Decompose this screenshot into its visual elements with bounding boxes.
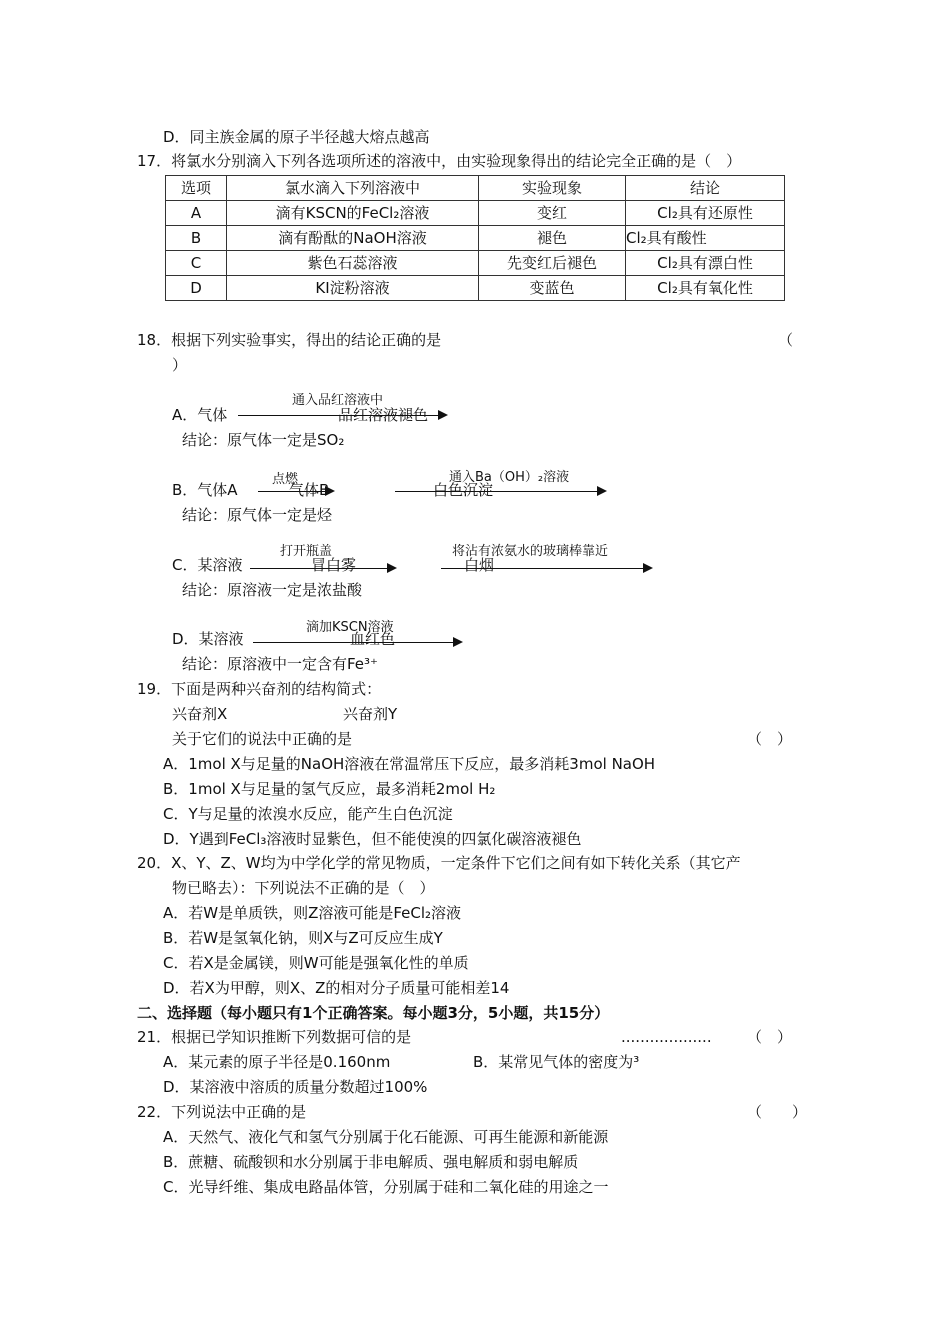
table-row [166,201,785,226]
table-cell: A [166,201,227,226]
q19-option-d: D．Y遇到FeCl₃溶液时显紫色，但不能使溴的四氯化碳溶液褪色 [163,830,582,848]
q19-option-a: A．1mol X与足量的NaOH溶液在常温常压下反应，最多消耗3mol NaOH [163,755,656,773]
table-header-cell: 实验现象 [479,176,626,201]
section-heading: 二、选择题（每小题只有1个正确答案。每小题3分，5小题，共15分） [137,1004,610,1022]
q22-option-b: B．蔗糖、硫酸钡和水分别属于非电解质、强电解质和弱电解质 [163,1153,579,1171]
q21-option-a: A．某元素的原子半径是0.160nm [163,1053,391,1071]
table-header-row [166,176,785,201]
table-row [166,226,785,251]
q18-a-right: 品红溶液褪色 [338,406,429,424]
q20-option-a: A．若W是单质铁，则Z溶液可能是FeCl₂溶液 [163,904,462,922]
q22-paren: （ ） [747,1103,808,1121]
q17-table [165,175,785,301]
q20-option-c: C．若X是金属镁，则W可能是强氧化性的单质 [163,954,469,972]
q18-c-mid: 冒白雾 [311,556,357,574]
q18-stem: 18．根据下列实验事实，得出的结论正确的是 [137,331,442,349]
table-row [166,251,785,276]
q19-ask: 关于它们的说法中正确的是 [172,730,353,748]
q19-option-b: B．1mol X与足量的氢气反应，最多消耗2mol H₂ [163,780,496,798]
q20-stem-line2: 物已略去）：下列说法不正确的是（ ） [172,879,435,897]
table-cell: 变蓝色 [479,276,626,301]
table-cell: KI淀粉溶液 [227,276,479,301]
table-cell: Cl₂具有氧化性 [626,276,785,301]
q21-dots: ................... [621,1028,712,1046]
q21-option-d: D．某溶液中溶质的质量分数超过100% [163,1078,428,1096]
q18-b-arrow2-label: 通入Ba（OH）₂溶液 [449,470,570,485]
reaction-arrow [395,491,605,492]
q20-option-d: D．若X为甲醇，则X、Z的相对分子质量可能相差14 [163,979,510,997]
q22-stem: 22．下列说法中正确的是 [137,1103,307,1121]
table-cell: 变红 [479,201,626,226]
table-cell: 紫色石蕊溶液 [227,251,479,276]
q18-b-mid: 气体B [289,481,330,499]
q21-stem: 21．根据已学知识推断下列数据可信的是 [137,1028,412,1046]
table-cell: 先变红后褪色 [479,251,626,276]
q18-d-conclusion: 结论：原溶液中一定含有Fe³⁺ [182,655,378,673]
q19-x-label: 兴奋剂X [172,705,228,723]
q18-c-conclusion: 结论：原溶液一定是浓盐酸 [182,581,363,599]
q18-d-right: 血红色 [350,630,396,648]
q18-c-arrow2-label: 将沾有浓氨水的玻璃棒靠近 [452,544,609,559]
q19-option-c: C．Y与足量的浓溴水反应，能产生白色沉淀 [163,805,453,823]
q16-option-d: D．同主族金属的原子半径越大熔点越高 [163,128,430,146]
q18-a-left: A．气体 [172,406,228,424]
q19-y-label: 兴奋剂Y [343,705,398,723]
table-cell: D [166,276,227,301]
table-cell: Cl₂具有还原性 [626,201,785,226]
q20-stem-line1: 20．X、Y、Z、W均为中学化学的常见物质，一定条件下它们之间有如下转化关系（其它产 [137,854,741,872]
q21-option-b: B．某常见气体的密度为³ [473,1053,640,1071]
table-header-cell: 氯水滴入下列溶液中 [227,176,479,201]
table-header-cell: 结论 [626,176,785,201]
q18-c-left: C．某溶液 [172,556,243,574]
table-cell: Cl₂具有酸性 [626,226,785,251]
table-cell: 滴有KSCN的FeCl₂溶液 [227,201,479,226]
q18-b-left: B．气体A [172,481,238,499]
table-cell: 褪色 [479,226,626,251]
q18-b-arrow1-label: 点燃 [272,472,299,487]
table-cell: 滴有酚酞的NaOH溶液 [227,226,479,251]
q18-d-left: D．某溶液 [172,630,244,648]
q18-a-arrow-label: 通入品红溶液中 [292,393,384,408]
q17-stem: 17．将氯水分别滴入下列各选项所述的溶液中，由实验现象得出的结论完全正确的是（ ） [137,152,742,170]
q18-paren-close: ） [172,356,188,374]
q19-paren: （ ） [747,730,793,748]
q18-b-right: 白色沉淀 [433,481,494,499]
table-header-cell: 选项 [166,176,227,201]
table-cell: Cl₂具有漂白性 [626,251,785,276]
q18-d-arrow-label: 滴加KSCN溶液 [306,620,394,635]
q22-option-a: A．天然气、液化气和氢气分别属于化石能源、可再生能源和新能源 [163,1128,609,1146]
q18-b-conclusion: 结论：原气体一定是烃 [182,506,333,524]
table-row [166,276,785,301]
q18-c-right: 白烟 [464,556,495,574]
table-cell: C [166,251,227,276]
table-cell: B [166,226,227,251]
q18-a-conclusion: 结论：原气体一定是SO₂ [182,431,345,449]
q22-option-c: C．光导纤维、集成电路晶体管，分别属于硅和二氧化硅的用途之一 [163,1178,609,1196]
q19-stem: 19．下面是两种兴奋剂的结构简式： [137,680,382,698]
q21-paren: （ ） [747,1028,793,1046]
q20-option-b: B．若W是氢氧化钠，则X与Z可反应生成Y [163,929,443,947]
q18-c-arrow1-label: 打开瓶盖 [280,544,333,559]
q18-paren-open: （ [778,331,794,349]
